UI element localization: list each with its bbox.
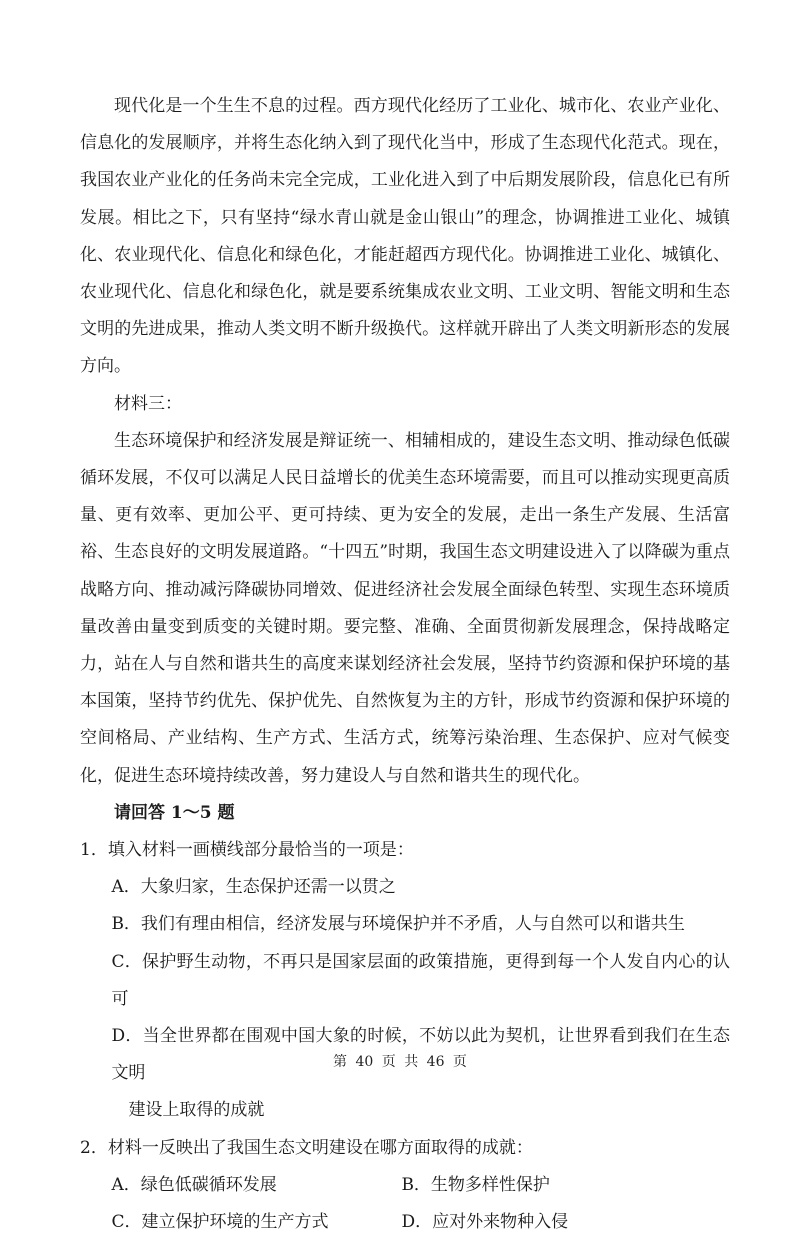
question-2-options-row-2	[80, 1204, 730, 1241]
material-three-label: 材料三：	[114, 393, 182, 414]
section-title: 请回答 1～5 题	[114, 802, 235, 823]
question-1-option-c: C．保护野生动物，不再只是国家层面的政策措施，更得到每一个人发自内心的认可	[111, 951, 730, 1009]
question-1-stem: 1．填入材料一画横线部分最恰当的一项是：	[80, 840, 414, 861]
question-2-option-c: C．建立保护环境的生产方式	[111, 1212, 329, 1233]
question-1-option-d-continued: 建设上取得的成就	[128, 1100, 265, 1121]
question-2-option-b: B．生物多样性保护	[401, 1174, 550, 1195]
question-2-option-a: A．绿色低碳循环发展	[111, 1174, 277, 1195]
question-2-options-row-1	[80, 1167, 730, 1204]
question-1-option-a: A．大象归家，生态保护还需一以贯之	[111, 877, 396, 898]
question-1-option-b: B．我们有理由相信，经济发展与环境保护并不矛盾，人与自然可以和谐共生	[111, 914, 685, 935]
question-1-option-d: D．当全世界都在围观中国大象的时候，不妨以此为契机，让世界看到我们在生态文明	[111, 1026, 730, 1084]
paragraph-material-three: 生态环境保护和经济发展是辩证统一、相辅相成的，建设生态文明、推动绿色低碳循环发展，不仅可以满足人民日益增长的优美生态环境需要，而且可以推动实现更高质量、更有效率、更加公平、更可持续、更为安全的发展，走出一条生产发展、生活富裕、生态良好的文明发展道路。“十四五”时期，我国生态文明建设进入了以降碳为重点战略方向、推动减污降碳协同增效、促进经济社会发展全面绿色转型、实现生态环境质量改善由量变到质变的关键时期。要完整、准确、全面贯彻新发展理念，保持战略定力，站在人与自然和谐共生的高度来谋划经济社会发展，坚持节约资源和保护环境的基本国策，坚持节约优先、保护优先、自然恢复为主的方针，形成节约资源和保护环境的空间格局、产业结构、生产方式、生活方式，统筹污染治理、生态保护、应对气候变化，促进生态环境持续改善，努力建设人与自然和谐共生的现代化。	[80, 430, 730, 786]
page-footer: 第 40 页 共 46 页	[333, 1054, 467, 1070]
question-2-stem: 2．材料一反映出了我国生态文明建设在哪方面取得的成就：	[80, 1137, 533, 1158]
paragraph-modernization: 现代化是一个生生不息的过程。西方现代化经历了工业化、城市化、农业产业化、信息化的发展顺序，并将生态化纳入到了现代化当中，形成了生态现代化范式。现在，我国农业产业化的任务尚未完全完成，工业化进入到了中后期发展阶段，信息化已有所发展。相比之下，只有坚持“绿水青山就是金山银山”的理念，协调推进工业化、城镇化、农业现代化、信息化和绿色化，才能赶超西方现代化。协调推进工业化、城镇化、农业现代化、信息化和绿色化，就是要系统集成农业文明、工业文明、智能文明和生态文明的先进成果，推动人类文明不断升级换代。这样就开辟出了人类文明新形态的发展方向。	[80, 96, 730, 377]
question-2-option-d: D．应对外来物种入侵	[401, 1212, 569, 1233]
